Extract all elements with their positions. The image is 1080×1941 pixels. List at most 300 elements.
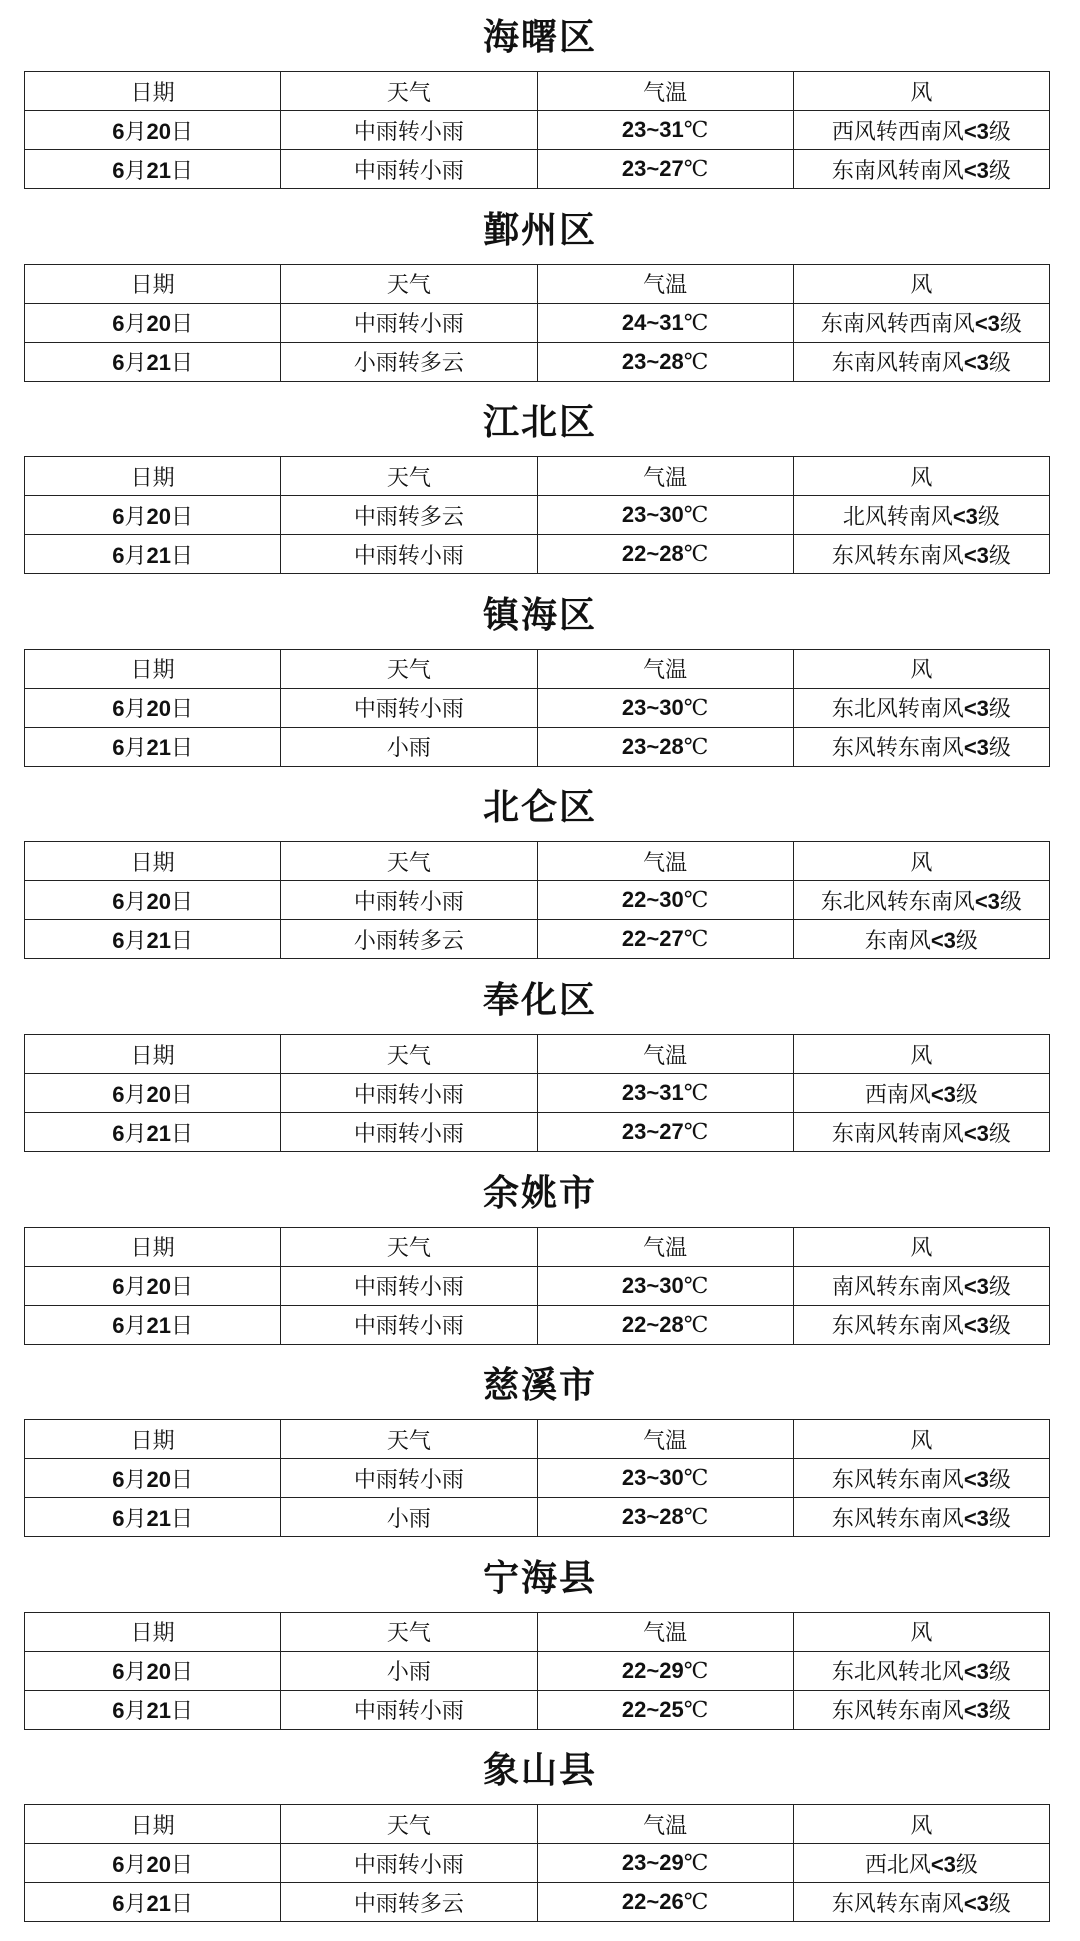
temp-high: 28 bbox=[659, 1311, 684, 1337]
date-month-char: 月 bbox=[124, 158, 147, 184]
date-cell bbox=[25, 496, 281, 535]
wind-direction: 东南风转西南风 bbox=[820, 312, 975, 338]
header-temp: 气温 bbox=[537, 1420, 793, 1459]
temp-unit: ℃ bbox=[683, 157, 709, 182]
weather-cell: 中雨转小雨 bbox=[281, 1074, 537, 1113]
wind-direction: 东北风转南风 bbox=[831, 697, 964, 723]
wind-grade: 级 bbox=[988, 158, 1011, 184]
date-month-char: 月 bbox=[124, 1275, 147, 1301]
header-weather: 天气 bbox=[281, 842, 537, 881]
date-cell bbox=[25, 1266, 281, 1305]
header-date: 日期 bbox=[25, 1612, 281, 1651]
date-cell bbox=[25, 727, 281, 766]
header-temp: 气温 bbox=[537, 1035, 793, 1074]
temp-low: 22 bbox=[621, 1657, 647, 1683]
date-day: 20 bbox=[146, 888, 171, 914]
date-day-char: 日 bbox=[170, 1891, 193, 1917]
table-row bbox=[25, 727, 1050, 766]
temp-high: 26 bbox=[659, 1889, 684, 1915]
date-month: 6 bbox=[112, 1698, 125, 1724]
header-weather: 天气 bbox=[281, 72, 537, 111]
date-month-char: 月 bbox=[124, 1506, 147, 1532]
weather-cell: 中雨转小雨 bbox=[281, 150, 537, 189]
wind-direction: 西北风 bbox=[864, 1852, 931, 1878]
date-day-char: 日 bbox=[170, 119, 193, 145]
temp-unit: ℃ bbox=[683, 118, 709, 143]
temp-cell bbox=[537, 1266, 793, 1305]
temp-cell bbox=[537, 1844, 793, 1883]
wind-cell bbox=[793, 150, 1049, 189]
date-cell bbox=[25, 688, 281, 727]
wind-cell bbox=[793, 111, 1049, 150]
temp-low: 22 bbox=[621, 1889, 647, 1915]
date-day: 20 bbox=[146, 1466, 171, 1492]
wind-cell bbox=[793, 1305, 1049, 1344]
temp-high: 25 bbox=[659, 1696, 684, 1722]
temp-cell bbox=[537, 1498, 793, 1537]
header-wind: 风 bbox=[793, 72, 1049, 111]
temp-unit: ℃ bbox=[683, 1890, 709, 1916]
header-wind: 风 bbox=[793, 1805, 1049, 1844]
weather-cell: 中雨转小雨 bbox=[281, 303, 537, 342]
temp-low: 23 bbox=[621, 1465, 647, 1491]
date-day: 21 bbox=[146, 1120, 171, 1146]
header-wind: 风 bbox=[793, 457, 1049, 496]
district-block bbox=[0, 6, 1080, 184]
date-day-char: 日 bbox=[170, 1314, 193, 1340]
date-month-char: 月 bbox=[124, 119, 147, 145]
date-month: 6 bbox=[112, 888, 125, 914]
temp-sep: ~ bbox=[646, 117, 660, 142]
date-cell bbox=[25, 881, 281, 920]
temp-cell bbox=[537, 496, 793, 535]
date-month: 6 bbox=[112, 503, 125, 529]
header-date: 日期 bbox=[25, 649, 281, 688]
temp-cell bbox=[537, 1305, 793, 1344]
table-header-row bbox=[25, 72, 1050, 111]
district-title: 鄞州区 bbox=[482, 209, 597, 251]
temp-unit: ℃ bbox=[683, 1505, 709, 1531]
date-day-char: 日 bbox=[170, 158, 193, 184]
wind-level: <3 bbox=[963, 1890, 989, 1916]
temp-cell bbox=[537, 1883, 793, 1922]
wind-level: <3 bbox=[963, 696, 989, 722]
date-month-char: 月 bbox=[124, 1467, 147, 1493]
district-block bbox=[0, 1162, 1080, 1340]
date-day-char: 日 bbox=[170, 928, 193, 954]
header-wind: 风 bbox=[793, 842, 1049, 881]
temp-unit: ℃ bbox=[683, 1312, 709, 1338]
temp-unit: ℃ bbox=[683, 1466, 709, 1492]
date-cell bbox=[25, 111, 281, 150]
wind-cell bbox=[793, 1883, 1049, 1922]
table-header-row bbox=[25, 457, 1050, 496]
temp-low: 22 bbox=[621, 926, 647, 952]
date-day-char: 日 bbox=[170, 1082, 193, 1108]
temp-unit: ℃ bbox=[683, 1120, 709, 1145]
table-header-row bbox=[25, 1805, 1050, 1844]
date-day: 21 bbox=[146, 1698, 171, 1724]
header-date: 日期 bbox=[25, 457, 281, 496]
table-row bbox=[25, 1883, 1050, 1922]
district-block bbox=[0, 584, 1080, 762]
temp-unit: ℃ bbox=[683, 1851, 709, 1877]
wind-grade: 级 bbox=[988, 1467, 1011, 1493]
date-day: 20 bbox=[146, 1081, 171, 1107]
header-date: 日期 bbox=[25, 264, 281, 303]
date-month: 6 bbox=[112, 927, 125, 953]
temp-high: 28 bbox=[659, 1504, 684, 1530]
temp-unit: ℃ bbox=[683, 695, 709, 721]
date-cell bbox=[25, 1459, 281, 1498]
header-weather: 天气 bbox=[281, 1805, 537, 1844]
header-date: 日期 bbox=[25, 72, 281, 111]
temp-sep: ~ bbox=[646, 309, 660, 335]
date-day-char: 日 bbox=[170, 312, 193, 338]
header-date: 日期 bbox=[25, 1035, 281, 1074]
date-month: 6 bbox=[112, 1466, 125, 1492]
wind-level: <3 bbox=[930, 1081, 956, 1107]
weather-cell: 小雨 bbox=[281, 1651, 537, 1690]
temp-cell bbox=[537, 1459, 793, 1498]
wind-cell bbox=[793, 342, 1049, 381]
wind-grade: 级 bbox=[988, 1506, 1011, 1532]
table-row bbox=[25, 1651, 1050, 1690]
temp-high: 28 bbox=[659, 733, 684, 759]
wind-cell bbox=[793, 496, 1049, 535]
temp-cell bbox=[537, 1074, 793, 1113]
temp-sep: ~ bbox=[646, 1850, 660, 1876]
temp-unit: ℃ bbox=[683, 1081, 709, 1106]
temp-sep: ~ bbox=[646, 1889, 660, 1915]
temp-low: 23 bbox=[621, 1080, 647, 1105]
wind-direction: 东风转东南风 bbox=[831, 1699, 964, 1725]
header-wind: 风 bbox=[793, 1420, 1049, 1459]
weather-cell: 小雨 bbox=[281, 1498, 537, 1537]
date-month: 6 bbox=[112, 1313, 125, 1339]
date-day: 20 bbox=[146, 696, 171, 722]
date-day-char: 日 bbox=[170, 1467, 193, 1493]
date-day: 21 bbox=[146, 1890, 171, 1916]
weather-cell: 小雨转多云 bbox=[281, 920, 537, 959]
wind-cell bbox=[793, 1266, 1049, 1305]
temp-sep: ~ bbox=[646, 1311, 660, 1337]
wind-grade: 级 bbox=[988, 351, 1011, 377]
date-cell bbox=[25, 1651, 281, 1690]
date-cell bbox=[25, 920, 281, 959]
district-block bbox=[0, 1547, 1080, 1725]
temp-cell bbox=[537, 535, 793, 574]
temp-low: 23 bbox=[621, 117, 647, 142]
date-month: 6 bbox=[112, 1081, 125, 1107]
wind-cell bbox=[793, 535, 1049, 574]
wind-grade: 级 bbox=[955, 928, 978, 954]
header-weather: 天气 bbox=[281, 1035, 537, 1074]
wind-grade: 级 bbox=[988, 736, 1011, 762]
date-cell bbox=[25, 1844, 281, 1883]
district-title: 余姚市 bbox=[482, 1172, 597, 1214]
date-cell bbox=[25, 1113, 281, 1152]
date-cell bbox=[25, 342, 281, 381]
header-temp: 气温 bbox=[537, 1612, 793, 1651]
temp-high: 27 bbox=[659, 926, 684, 952]
header-temp: 气温 bbox=[537, 649, 793, 688]
temp-low: 23 bbox=[621, 1850, 647, 1876]
district-title: 海曙区 bbox=[482, 17, 597, 58]
temp-unit: ℃ bbox=[683, 734, 709, 760]
table-row bbox=[25, 111, 1050, 150]
wind-direction: 东南风转南风 bbox=[831, 1121, 964, 1147]
wind-grade: 级 bbox=[988, 119, 1011, 145]
date-month-char: 月 bbox=[124, 543, 147, 569]
table-header-row bbox=[25, 1420, 1050, 1459]
date-day: 21 bbox=[146, 1313, 171, 1339]
temp-unit: ℃ bbox=[683, 349, 709, 375]
date-day: 20 bbox=[146, 1659, 171, 1685]
temp-sep: ~ bbox=[646, 926, 660, 952]
temp-high: 31 bbox=[659, 117, 684, 142]
date-month-char: 月 bbox=[124, 1852, 147, 1878]
temp-cell bbox=[537, 881, 793, 920]
temp-low: 23 bbox=[621, 348, 647, 374]
table-row bbox=[25, 535, 1050, 574]
date-month: 6 bbox=[112, 1890, 125, 1916]
forecast-table bbox=[24, 1419, 1050, 1537]
header-date: 日期 bbox=[25, 842, 281, 881]
date-day-char: 日 bbox=[170, 543, 193, 569]
wind-grade: 级 bbox=[988, 1275, 1011, 1301]
temp-unit: ℃ bbox=[683, 542, 709, 568]
date-day: 20 bbox=[146, 503, 171, 529]
temp-sep: ~ bbox=[646, 348, 660, 374]
date-month-char: 月 bbox=[124, 1314, 147, 1340]
wind-level: <3 bbox=[963, 1120, 989, 1146]
temp-high: 30 bbox=[659, 502, 684, 528]
temp-low: 23 bbox=[621, 1119, 647, 1144]
date-day: 21 bbox=[146, 735, 171, 761]
wind-direction: 东风转东南风 bbox=[831, 1506, 964, 1532]
header-temp: 气温 bbox=[537, 457, 793, 496]
date-day-char: 日 bbox=[170, 1121, 193, 1147]
wind-cell bbox=[793, 1498, 1049, 1537]
date-month: 6 bbox=[112, 696, 125, 722]
forecast-table bbox=[24, 71, 1050, 189]
date-month-char: 月 bbox=[124, 312, 147, 338]
temp-low: 22 bbox=[621, 887, 647, 913]
weather-cell: 中雨转多云 bbox=[281, 1883, 537, 1922]
wind-cell bbox=[793, 1690, 1049, 1729]
temp-unit: ℃ bbox=[683, 927, 709, 953]
wind-direction: 南风转东南风 bbox=[831, 1275, 964, 1301]
temp-cell bbox=[537, 920, 793, 959]
district-block bbox=[0, 391, 1080, 569]
date-day: 20 bbox=[146, 1274, 171, 1300]
temp-sep: ~ bbox=[646, 1080, 660, 1105]
weather-cell: 中雨转小雨 bbox=[281, 688, 537, 727]
wind-level: <3 bbox=[963, 1313, 989, 1339]
table-row bbox=[25, 1074, 1050, 1113]
wind-direction: 东南风转南风 bbox=[831, 351, 964, 377]
header-wind: 风 bbox=[793, 1227, 1049, 1266]
district-title: 象山县 bbox=[482, 1750, 597, 1792]
forecast-table bbox=[24, 1612, 1050, 1730]
district-title: 宁海县 bbox=[482, 1557, 597, 1599]
weather-cell: 中雨转小雨 bbox=[281, 1305, 537, 1344]
weather-cell: 中雨转小雨 bbox=[281, 535, 537, 574]
temp-high: 27 bbox=[659, 156, 684, 181]
temp-unit: ℃ bbox=[683, 310, 709, 336]
date-day-char: 日 bbox=[170, 1506, 193, 1532]
date-day-char: 日 bbox=[170, 1275, 193, 1301]
wind-cell bbox=[793, 1459, 1049, 1498]
temp-cell bbox=[537, 727, 793, 766]
wind-direction: 西风转西南风 bbox=[831, 119, 964, 145]
header-temp: 气温 bbox=[537, 1227, 793, 1266]
wind-cell bbox=[793, 303, 1049, 342]
wind-cell bbox=[793, 1074, 1049, 1113]
temp-cell bbox=[537, 1651, 793, 1690]
date-cell bbox=[25, 1690, 281, 1729]
temp-unit: ℃ bbox=[683, 503, 709, 529]
district-title: 慈溪市 bbox=[482, 1365, 597, 1407]
date-day-char: 日 bbox=[170, 1852, 193, 1878]
wind-direction: 东风转东南风 bbox=[831, 1467, 964, 1493]
wind-cell bbox=[793, 727, 1049, 766]
wind-grade: 级 bbox=[988, 1660, 1011, 1686]
date-cell bbox=[25, 150, 281, 189]
date-cell bbox=[25, 535, 281, 574]
header-weather: 天气 bbox=[281, 1612, 537, 1651]
weather-cell: 中雨转小雨 bbox=[281, 1459, 537, 1498]
wind-cell bbox=[793, 1651, 1049, 1690]
date-cell bbox=[25, 303, 281, 342]
wind-level: <3 bbox=[930, 1851, 956, 1877]
header-wind: 风 bbox=[793, 264, 1049, 303]
wind-grade: 级 bbox=[977, 504, 1000, 530]
temp-high: 29 bbox=[659, 1850, 684, 1876]
date-month: 6 bbox=[112, 735, 125, 761]
temp-sep: ~ bbox=[646, 1504, 660, 1530]
temp-high: 28 bbox=[659, 348, 684, 374]
temp-cell bbox=[537, 150, 793, 189]
wind-grade: 级 bbox=[999, 312, 1022, 338]
district-block bbox=[0, 1739, 1080, 1917]
weather-cell: 中雨转小雨 bbox=[281, 111, 537, 150]
wind-cell bbox=[793, 1844, 1049, 1883]
wind-level: <3 bbox=[963, 1505, 989, 1531]
wind-level: <3 bbox=[974, 888, 1000, 914]
wind-level: <3 bbox=[963, 1274, 989, 1300]
wind-direction: 东风转东南风 bbox=[831, 543, 964, 569]
date-month-char: 月 bbox=[124, 1660, 147, 1686]
date-month-char: 月 bbox=[124, 1082, 147, 1108]
date-day-char: 日 bbox=[170, 1660, 193, 1686]
date-day: 21 bbox=[146, 157, 171, 183]
wind-grade: 级 bbox=[955, 1852, 978, 1878]
date-month: 6 bbox=[112, 1659, 125, 1685]
forecast-table bbox=[24, 456, 1050, 574]
date-day: 20 bbox=[146, 1851, 171, 1877]
district-block bbox=[0, 776, 1080, 954]
temp-cell bbox=[537, 303, 793, 342]
weather-cell: 中雨转小雨 bbox=[281, 1113, 537, 1152]
weather-cell: 中雨转多云 bbox=[281, 496, 537, 535]
district-title: 奉化区 bbox=[482, 980, 597, 1021]
date-month-char: 月 bbox=[124, 1891, 147, 1917]
date-month: 6 bbox=[112, 1505, 125, 1531]
header-wind: 风 bbox=[793, 649, 1049, 688]
wind-level: <3 bbox=[930, 927, 956, 953]
temp-sep: ~ bbox=[646, 694, 660, 720]
temp-low: 23 bbox=[621, 733, 647, 759]
wind-grade: 级 bbox=[988, 1891, 1011, 1917]
wind-level: <3 bbox=[963, 118, 989, 144]
date-day: 21 bbox=[146, 350, 171, 376]
date-month-char: 月 bbox=[124, 1121, 147, 1147]
table-header-row bbox=[25, 1227, 1050, 1266]
date-month-char: 月 bbox=[124, 736, 147, 762]
temp-sep: ~ bbox=[646, 1119, 660, 1144]
date-cell bbox=[25, 1883, 281, 1922]
date-cell bbox=[25, 1305, 281, 1344]
temp-unit: ℃ bbox=[683, 1658, 709, 1684]
table-row bbox=[25, 303, 1050, 342]
temp-sep: ~ bbox=[646, 733, 660, 759]
table-row bbox=[25, 1113, 1050, 1152]
header-date: 日期 bbox=[25, 1805, 281, 1844]
wind-direction: 东南风 bbox=[864, 928, 931, 954]
wind-grade: 级 bbox=[988, 1314, 1011, 1340]
date-month: 6 bbox=[112, 311, 125, 337]
temp-cell bbox=[537, 342, 793, 381]
temp-high: 30 bbox=[659, 1465, 684, 1491]
date-day-char: 日 bbox=[170, 1699, 193, 1725]
date-month-char: 月 bbox=[124, 504, 147, 530]
temp-low: 23 bbox=[621, 694, 647, 720]
wind-level: <3 bbox=[963, 735, 989, 761]
wind-cell bbox=[793, 688, 1049, 727]
temp-high: 30 bbox=[659, 887, 684, 913]
header-temp: 气温 bbox=[537, 842, 793, 881]
weather-cell: 小雨 bbox=[281, 727, 537, 766]
header-weather: 天气 bbox=[281, 264, 537, 303]
wind-grade: 级 bbox=[988, 697, 1011, 723]
date-month: 6 bbox=[112, 1851, 125, 1877]
date-month: 6 bbox=[112, 157, 125, 183]
table-header-row bbox=[25, 842, 1050, 881]
wind-level: <3 bbox=[963, 1698, 989, 1724]
date-day: 21 bbox=[146, 927, 171, 953]
table-row bbox=[25, 342, 1050, 381]
temp-sep: ~ bbox=[646, 1272, 660, 1298]
wind-direction: 东风转东南风 bbox=[831, 1891, 964, 1917]
temp-low: 22 bbox=[621, 1696, 647, 1722]
date-cell bbox=[25, 1498, 281, 1537]
temp-sep: ~ bbox=[646, 502, 660, 528]
table-row bbox=[25, 1498, 1050, 1537]
wind-level: <3 bbox=[963, 350, 989, 376]
temp-low: 23 bbox=[621, 502, 647, 528]
header-temp: 气温 bbox=[537, 1805, 793, 1844]
table-row bbox=[25, 150, 1050, 189]
date-cell bbox=[25, 1074, 281, 1113]
date-day-char: 日 bbox=[170, 504, 193, 530]
table-header-row bbox=[25, 1612, 1050, 1651]
temp-low: 23 bbox=[621, 1504, 647, 1530]
wind-level: <3 bbox=[963, 542, 989, 568]
temp-cell bbox=[537, 688, 793, 727]
district-title: 镇海区 bbox=[482, 594, 597, 636]
